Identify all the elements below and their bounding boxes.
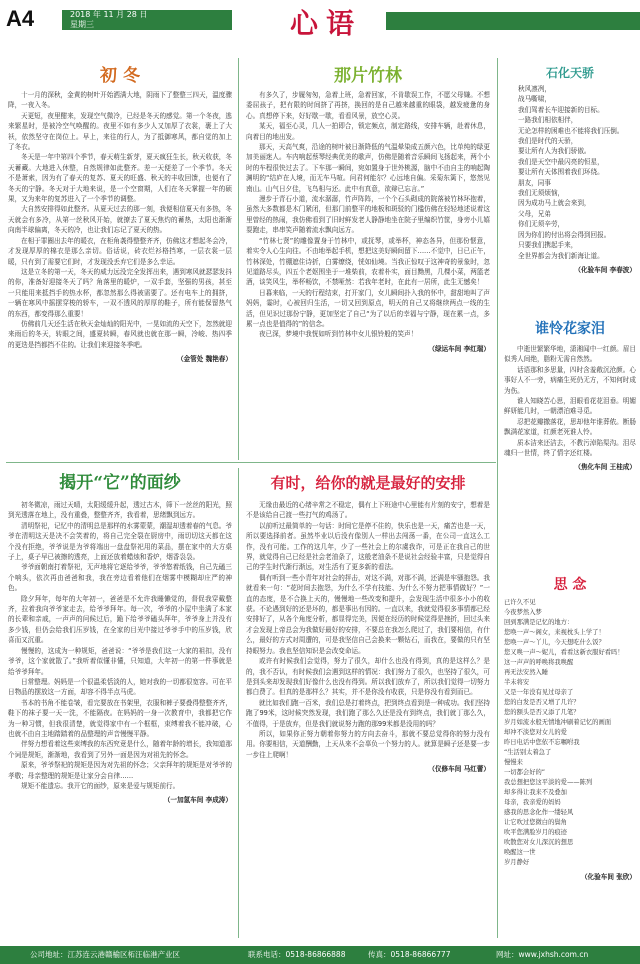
page-footer bbox=[0, 946, 640, 964]
poem-line: 吹散您对女儿深沉的想思 bbox=[504, 839, 574, 846]
poem-title: 谁怜花家泪 bbox=[535, 321, 605, 337]
article-title: 初 冬 bbox=[100, 66, 140, 86]
paragraph: 无缘由最近的心绪辛常之不稳定，偶有上下班途中心里能有片刻的安宁，想着是不是该给自己渡一些打气的鸡汤了。 bbox=[246, 501, 490, 520]
poem-line: 我总想把您这平淡的爱——陈列 bbox=[504, 779, 593, 786]
poem-line: 您的白发是否又增了几许？ bbox=[504, 699, 580, 706]
article-zhulin bbox=[246, 62, 490, 460]
poem-line: 朋友，同事 bbox=[518, 178, 551, 187]
paragraph: “竹林七贤”的雕像置身于竹林中，或抚琴，或举杯，神态各异，但那份惬意，着实令人心生向往。不由地举起手机，想把这美好瞬间留下……不觉中，日已正午，竹林深处，竹棚遮住诗折，白雾缭绕，恍如仙境。当我正惊叹于这神奇的景象时，忽见道路尽头，四五个老妪围坐于一堆柴前，农着朴实，面目黝黑，几棵小菜，两篮老酒，谈笑风生，举杯畅饮，不禁哑然：若我年老时，在此有一居所，此生无憾矣！ bbox=[246, 236, 490, 287]
poem-lianhua bbox=[504, 314, 636, 568]
poem-line: 却冲不淡您对女儿的爱 bbox=[504, 729, 567, 736]
paragraph: 那天，天高气爽，沿途的树叶被日渐降低的气温晕染成五颜六色，比单纯的绿更加美丽迷人。车内响起蔡琴经典优美的歌声，仿佛是随着音乐瞬间飞扬起来，两个小时的车程很快过去了。下车那一瞬间，宛如置身于世外桃源，脑中不由自主的响起陶渊明的“结庐在人境，而无车马喧。问君何能尔？心远地自偏。采菊东篱下，悠然见南山。山气日夕佳，飞鸟相与还。此中有真意，欲辩已忘言。” bbox=[246, 143, 490, 193]
poem-line: 我们驾着长车迎接新的目标。 bbox=[518, 105, 604, 114]
poem-line: 已许久不见 bbox=[504, 599, 536, 606]
poem-line: 再无法安然入睡 bbox=[504, 669, 549, 676]
poem-line: 无论怎样的困难也不能将我们压倒。 bbox=[518, 126, 624, 135]
paragraph: 天更短，夜里酣来，发现空气微冷，已经是冬天的感觉。第一个冬夜，逃来繁星时，是被冷空气唤醒的。夜里不如有多少人又加厚了衣裳，裹上了大袄，依然坚守在岗位上。早上，来往的行人，为了抵御寒风，都自觉的加上了冬衣。 bbox=[8, 111, 232, 152]
paragraph: 伴努力想看着这些束缚我的东西究竟是什么，随着年龄的增长，我知道那个词是规矩，渐渐地，我看到了另外一面是因为对祖先的怀念。 bbox=[8, 740, 232, 759]
poem-line: 昨日电话中您依不忘嘱咐我 bbox=[504, 739, 580, 746]
poem-line: 回到那满是记忆的地方： bbox=[504, 619, 574, 626]
poem-title: 石化天骄 bbox=[545, 66, 594, 80]
header-bar bbox=[386, 12, 640, 30]
article-body bbox=[246, 500, 490, 760]
footer-phone: 联系电话：0518-86866888 bbox=[248, 950, 346, 959]
paragraph: 有多久了，步履匆匆，急着上班，急着回家，不肯歇误工作，不愿父母嫌。不想委屈孩子，把有限的时间挤了再挤，换回的是自己越来越重的眼袋，越发疲惫的身心。真想停下来，好好歇一歇，看看风景，放空心灵。 bbox=[246, 91, 490, 120]
paragraph: 初冬微凉，雨过天晴，太阳缓缓升起，透过古木，筛下一丝丝的阳光，照到光透落在地上，没有重叠，整整齐齐，我看着，思绪飘到远方。 bbox=[8, 501, 232, 520]
page-number: A4 bbox=[6, 6, 35, 31]
column-divider bbox=[238, 468, 239, 938]
stanza: 质本洁来还洁去，不教污淖陷渠沟。泪尽魂归一世情，终了情字还红楼。 bbox=[504, 438, 636, 458]
article-byline: （仪修车间 马红蕾） bbox=[428, 765, 490, 774]
paragraph: 原来，爷爷祭祀的规矩是因为对先祖的怀念；父亲拜年的规矩是对爷爷的孝敬；母亲整理的规矩是让家分会自律…… bbox=[8, 761, 232, 780]
poem-body bbox=[504, 598, 636, 868]
issue-weekday: 星期三 bbox=[70, 20, 94, 29]
poem-shitian bbox=[504, 62, 636, 310]
paragraph: 日暮来临，一天的行程结束，打开家门，女儿瞬间扑入我的怀中，甜甜地叫了声妈妈，霎时，心被回归生活，一切又回到原点，明天的自己又将继续两点一线的生活，但见识过那份宁静，更加坚定了自己“为了以后的幸福与宁静，现在累一点，多累一点也是值得的”的信念。 bbox=[246, 288, 490, 328]
article-title: 有时，给你的就是最好的安排 bbox=[270, 474, 466, 492]
poem-line: 半未将安 bbox=[504, 679, 530, 686]
article-chudong bbox=[8, 62, 232, 460]
poem-line: 您唤一声～丫儿，今天想吃什么饭？ bbox=[504, 639, 605, 646]
poem-byline: （化验车间 张欣） bbox=[580, 873, 636, 881]
footer-fax: 传真：0518-86866777 bbox=[368, 950, 451, 959]
article-body bbox=[8, 90, 232, 350]
poem-line: 一切都会好的” bbox=[504, 769, 546, 776]
poem-line: 这一声声的呼唤将我唤醒 bbox=[504, 659, 574, 666]
date-bar bbox=[62, 10, 232, 30]
article-huiyi bbox=[8, 466, 232, 942]
section-logo: 心语 bbox=[290, 7, 363, 40]
poem-line: 您唤一声～阁女，来视枕头上学了！ bbox=[504, 629, 605, 636]
poem-title: 思 念 bbox=[553, 577, 587, 593]
article-title: 那片竹林 bbox=[334, 66, 402, 86]
paragraph: 仿佛前几天还生活在秋天金灿灿的阳光中，一晃如流的天空下，忽然就迎来雨后的冬天，转眼之间，盛夏转瞬，春风就也就在那一瞬，冷峻、热四季的更迭是挡都挡不住的。让我们来迎接冬季吧。 bbox=[8, 319, 232, 349]
poem-line: 岁月静好 bbox=[504, 859, 530, 866]
poem-line: 让它吹过您微白的鬓角 bbox=[504, 819, 567, 826]
article-title: 揭开“它”的面纱 bbox=[59, 473, 181, 493]
paragraph: 书本的书角不能卷皱，看完要放在书架里，衣服和裤子要叠得整整齐齐，鞋下的袜子要一天一洗，不能隔夜。在妈妈的一身一次教育中，我都把它作为一种习惯，但我很清楚，就觉得家中有一个框框，束缚着我不能冲破，心也就不由自主地踏踏着的品整理的声音慢慢平静。 bbox=[8, 698, 232, 738]
poem-line: 您又唤一声～妮儿，看看这新衣服好看吗！ bbox=[504, 649, 624, 656]
poem-sinian bbox=[504, 572, 636, 942]
poem-byline: （化验车间 李春波） bbox=[574, 265, 636, 274]
poem-line: 却多得让我来不及叠加 bbox=[504, 789, 567, 796]
paragraph: 就比如我们跑一百米，我们总是打着终点，把到终点看到是一种成功。我们坚持跑了99米，这时候突然发现，我们跑了那么久还是没有到终点，我们就丁那么久，不值得，于是放弃，但是我们就说努力跑的那99米都是没用的吗？ bbox=[246, 698, 490, 728]
poem-line: 我们是天空中最闪亮的恒星， bbox=[518, 157, 604, 166]
poem-line: 又是一年没有见过母亲了 bbox=[504, 689, 574, 696]
article-body bbox=[8, 500, 232, 791]
poem-line: 一路我们相依相伴， bbox=[518, 116, 578, 125]
column-divider bbox=[497, 58, 498, 938]
poem-line: 你们无须辛劳， bbox=[518, 220, 565, 229]
poem-byline: （焦化车间 王桂成） bbox=[574, 463, 636, 472]
paragraph: 夜已深，梦境中我恍如听到竹林中女儿银铃般的笑声！ bbox=[259, 330, 418, 339]
paragraph: 以前听过最简单的一句话：时间它是停不住的，快乐也是一天，痛苦也是一天，所以要选择前者。虽然毕业以后没有像别人一样出去闯荡一番，在公司一直这么工作，没有可能。工作的这几年，少了一些社会上的尔虞我诈，可是正在我自己的世界，就觉得自己已经是社会老油条了，这般老油条不是说社会经验丰富，只是觉得自己的学生时代渐行渐远，对生活有了更多新的看法。 bbox=[246, 521, 490, 572]
paragraph: 冬天是一年中第四个季节，春天萌生新芽，夏天疯狂生长，秋天收获，冬天蓄藏。大地进入休整，自然规律如此整齐。差一天便差了一个季节。冬天不是萧索，因为有了春天的复苏、夏天的旺盛、秋天的丰收回馈，也便有了冬天的宁静。冬天对于大地来说，是一个空窗期，人们在冬天掌握一年的硕果，又为来年的复苏进入了一个季节的调整。 bbox=[8, 153, 232, 204]
poem-body bbox=[504, 84, 636, 261]
stanza: 中逝世繁繁华地，潇湘闻中一红颜。眉目似秀人间绝，脂粉无需自然然。 bbox=[504, 345, 636, 364]
article-byline: （绿运车间 李红瑞） bbox=[428, 344, 490, 353]
paragraph: 这是立冬的第一天，冬天的威力远没完全发挥出来，遇到寒风就瑟瑟发抖的你，准备好迎接冬天了吗？角落里的暖炉，一双手套，坚强的男孩，甚至一只能用来抵挡手的热水杯，都忽然那么得被需要了。还有电车上的拥挤，一辆在寒风中摇摆穿梭的轿车，一双不透风的厚厚的鞋子，所有能保留热气的东西，都变得那么重要！ bbox=[8, 267, 232, 318]
paragraph: 某天，福至心灵，几人一拍即合，锁定频点，制定路线，安排车辆，赴着休息，向着目的地出发。 bbox=[246, 122, 490, 141]
paragraph: 除夕拜年，每年的大年初一，爸爸是不允许我睡懒觉的，督促我穿戴整齐，拉着我向爷爷家走去，给爷爷拜年。每一次，爷爷的小屋中坐满了本家的长辈和亲戚，一声声的问候过后，跪下给爷爷磕头拜年，爷爷身上并没有多少钱，但仍会给我们压岁钱，在全家的目光中接过爷爷手中的压岁钱，欣喜而又沉重。 bbox=[8, 594, 232, 645]
poem-line: “生活别太着急了 bbox=[504, 749, 552, 756]
poem-line: 母亲，我亲爱的妈妈 bbox=[504, 799, 561, 806]
page-header bbox=[0, 0, 640, 38]
poem-line: 全世界都会为我们新海让道。 bbox=[518, 251, 604, 260]
poem-line: 父母，兄弟 bbox=[518, 209, 551, 218]
poem-line: 因为成功马上就会来到， bbox=[518, 199, 591, 208]
article-body bbox=[246, 90, 490, 340]
poem-line: 吹平您满脸岁月的痕迹 bbox=[504, 829, 567, 836]
article-anpai bbox=[246, 466, 490, 942]
column-divider bbox=[238, 58, 239, 460]
footer-website[interactable]: 网址：www.jxhsh.com.cn bbox=[496, 950, 589, 959]
row-divider bbox=[6, 462, 496, 463]
paragraph: 慢慢的，这成为一种规矩，爸爸说：“爷爷是我们这一大家的祖扣，没有爷爷，这个家就散了。”我听着似懂非懂，只知道，大年初一的第一件事就是给爷爷拜年。 bbox=[8, 646, 232, 676]
poem-line: 秋风凛冽， bbox=[518, 85, 551, 93]
poem-line: 要让所有天体围着我们环绕。 bbox=[518, 168, 604, 177]
article-byline: （一加氢车间 李成涛） bbox=[163, 796, 232, 805]
poem-line: 战马嘶啸， bbox=[518, 95, 551, 104]
paragraph: 十一月的深秋，金黄的树叶开始洒满大地，阴雨下了整整三四天，温度骤降，一夜入冬。 bbox=[8, 91, 232, 110]
stanza: 谁人知晓苦心思，泪眼看花花泪垂。明媚鲜妍能几时，一朝漂泊难寻觅。 bbox=[504, 397, 636, 416]
poem-line: 慢慢来 bbox=[504, 759, 523, 766]
paragraph: 规矩不能遗忘。我开它的面纱，原来是爱与规矩前行。 bbox=[21, 781, 180, 790]
poem-line: 只要我们携起手来， bbox=[518, 241, 578, 250]
footer-address: 公司地址：江苏连云港赣榆区柘汪临港产业区 bbox=[30, 950, 180, 959]
poem-line: 岁月如流水般无情地冲刷着记忆的画面 bbox=[504, 719, 612, 726]
paragraph: 大自然安排得如此整齐。从夏天过去的那一刻，我便相信夏天有多热，冬天就会有多冷，从第一丝秋风开始，就撩去了夏天焦灼的蓄热，太阳也渐渐向南半球偏离，冬天的冷，也让我们忘记了夏天的热。 bbox=[8, 205, 232, 235]
paragraph: 或许有时候我们会觉得，努力了很久，却什么也没有得到，真的是这样么？是的，我不否认，有时候我们会遇到这样的情况：我们努力了很久，也坚持了很久，可是到头来却发现我们好像什么也没有得到。所以我们放弃了，所以我们觉得一切努力都白费了。但真的是那样么？其实，并不是你没有收获，只是你没有看到而已。 bbox=[246, 657, 490, 697]
poem-body bbox=[504, 344, 636, 458]
paragraph: 所以，如果你正努力朝着你努力的方向去奋斗，那就不要总觉得你的努力没有用。你要相信，天道酬勤，上天从来不会辜负一个努力的人。就算是瞬子还是要一步一步往上爬啊！ bbox=[246, 729, 490, 759]
paragraph: 清明祭祀，记忆中的清明总是那样的水雾蒙蒙，潮湿却透着春的气息。爷爷在清明这天是决不会笑着的，将自己完全裂在厨房中，雨切切这天都在这个没有拒绝，爷爷说是为爷将端出一盘盘祭祀用的菜品，摆在家中的大方桌子上，桌子早已被擦的透亮，上面还放着蜡烛和香炉，烟香袅袅。 bbox=[8, 521, 232, 562]
paragraph: 爷爷面朝南打着祭祀，无声地将它逐给爷爷，爷爷悠着纸钱，自己先磕三个响头，依次再由爸爸和我，我在旁边看着他们在烟雾中模糊却庄严的神色。 bbox=[8, 563, 232, 593]
poem-line: 我们无须烦恼， bbox=[518, 189, 565, 198]
poem-line: 唤醒这一世 bbox=[504, 849, 536, 856]
article-byline: （金管处 魏艳春） bbox=[176, 355, 232, 364]
poem-line: 您的额头是否又添了几笔？ bbox=[504, 709, 580, 716]
issue-date: 2018 年 11 月 28 日 bbox=[70, 10, 148, 19]
poem-line: 我们是时代的天骄， bbox=[518, 137, 578, 146]
paragraph: 偶有听到一些小青年对社会的抨击，对这不满，对那不满，还满是牢骚抱怨。我就看来一句：“花时间去抱怨，为什么不学有技能、为什么不努力把事情做好？”一直的态度，是不合换上天的，慢慢地一些改变和提升，会发现生活中很多小小的收获。不论遇到好的还是坏的，都是事出有因的。一直以来，我就觉得很多事情都已经安排好了，从各个角度分析，都显得完美，因便在经历的时候觉得是挫折，回过头来才会发现上帝总会为我做好最好的安排，不要总在我怎么爬过了，我们要相信，有什么，最好的方式对周遭的，可是我坚信自己会换来一颗钻石，而我在，要做的只有坚持眼努力。我也坚信知识是会改变命运。 bbox=[246, 573, 490, 655]
paragraph: 日常整理。妈妈是一个很温柔恬淡的人，她对我的一切都很宽容。可在平日物品的摆放这一方面，却容不得半点马虎。 bbox=[8, 677, 232, 697]
poem-line: 感我的思念化作一缕轻风 bbox=[504, 809, 574, 816]
stanza: 话语那和多思量，四时含羞敞沉沧颜。心事好人不一旁，病痛生死仍无方，不知何时成为伤。 bbox=[504, 365, 636, 395]
poem-line: 要让所有人为我们骄傲。 bbox=[518, 147, 591, 156]
paragraph: 在相于罪圈出去年的暖衣，在柜角袭得整整齐齐，仿佛这才想起冬会冷，才发现厚厚的棉衣是那么亲切。俗话说，砖衣烂衫格挡寒，一层衣裳一层暖，只有到了需要它们时，才发现没丢弃它们是多么幸运。 bbox=[8, 236, 232, 266]
poem-line: 因为你们的付出将会得到回报。 bbox=[518, 230, 611, 239]
paragraph: 漫步于青石小道，流水潺潺，竹声阵阵，一个个石头砌成的院落被竹林环抱着，虽然大多数都是木门紧闭，但那门前整平的地板和斑驳的门槛仿佛在轻轻地述说着这里曾经的热闹，我仿佛看到了旧时鲜发老人静静地坐在院子里编织竹筐，身旁小儿嬉耍跑走，串串笑声随着流水飘向远方。 bbox=[246, 195, 490, 235]
poem-line: 今夜梦然入梦 bbox=[504, 609, 542, 616]
stanza: 忍把花瓣撒落花，思却他年谁葬侬。断肠飘满花家道，红颜老死谁人怜。 bbox=[504, 417, 636, 437]
